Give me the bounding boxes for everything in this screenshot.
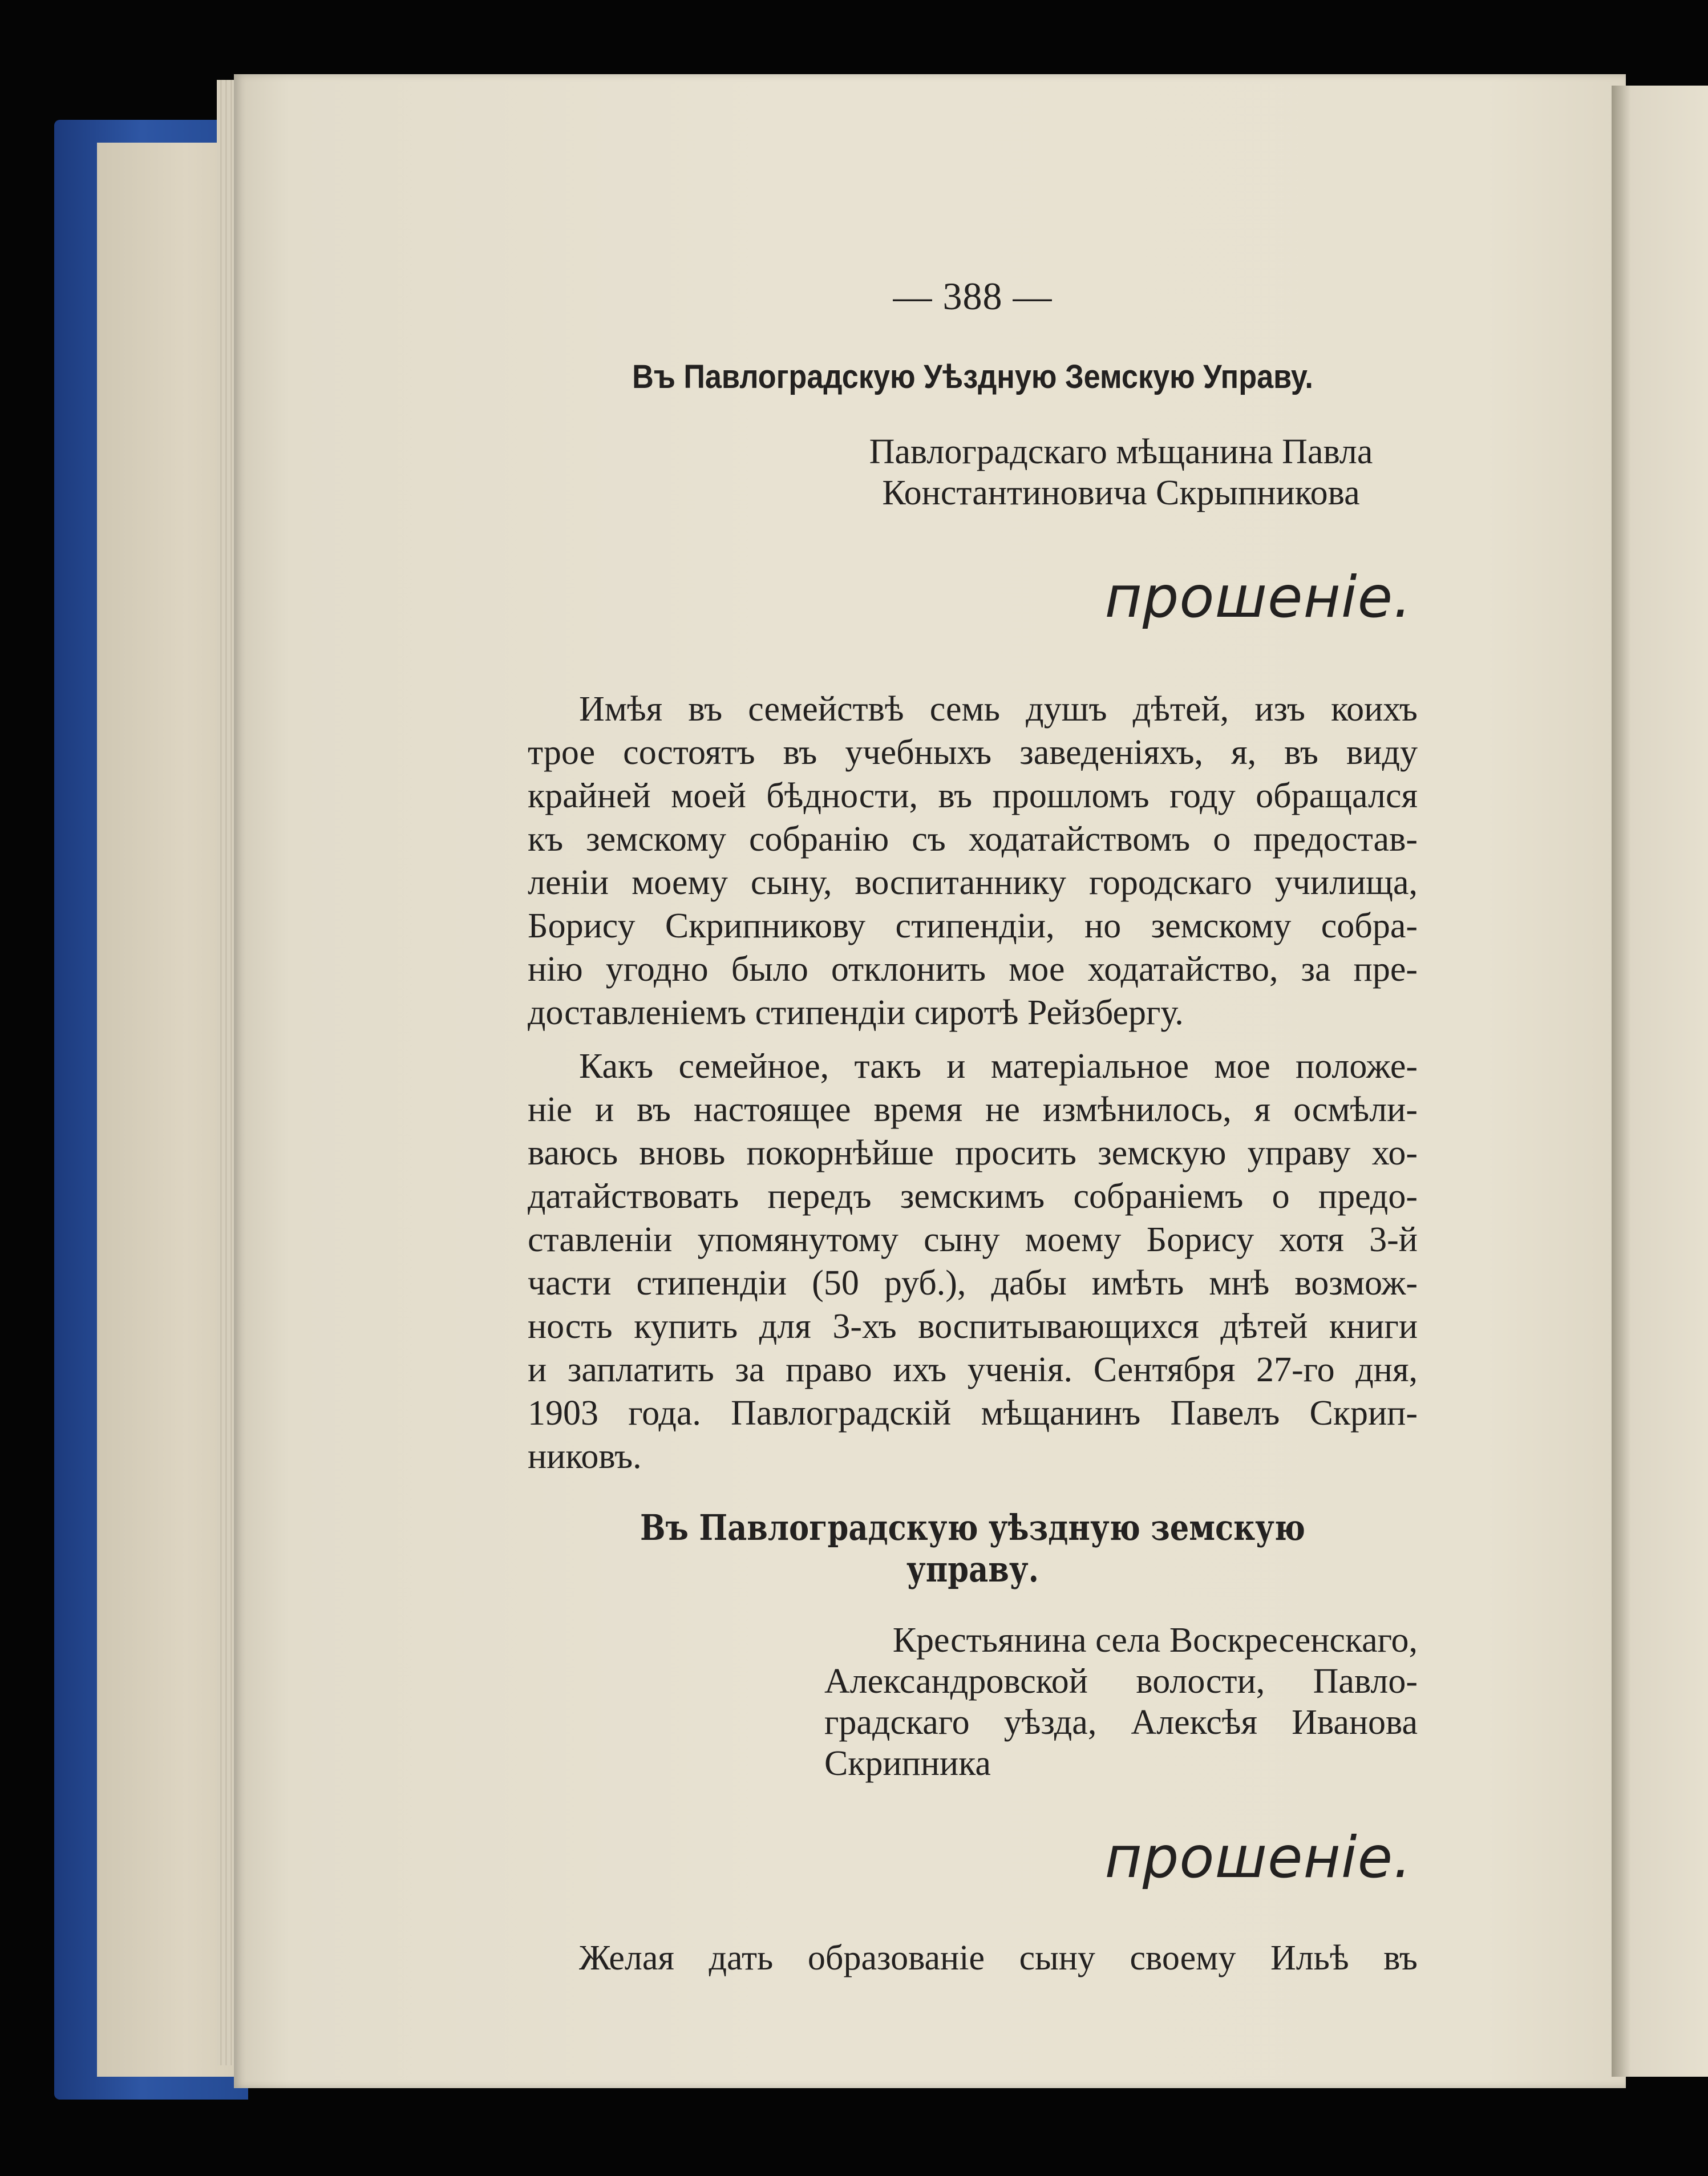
- page-content: [528, 274, 1418, 1980]
- text-line: 1903 года. Павлоградскiй мѣщанинъ Павелъ Скрип-: [528, 1394, 1418, 1433]
- section2-paragraph-1: [528, 1936, 1418, 1980]
- page-number: — 388 —: [893, 274, 1053, 318]
- text-line: нiю угодно было отклонить мое ходатайство, за пре-: [528, 950, 1418, 989]
- text-line: Какъ семейное, такъ и матерiальное мое положе-: [579, 1047, 1418, 1086]
- text-line: трое состоятъ въ учебныхъ заведенiяхъ, я, въ виду: [528, 733, 1418, 772]
- text-line: части стипендiи (50 руб.), дабы имѣть мнѣ возмож-: [528, 1264, 1418, 1303]
- text-line: Имѣя въ семействѣ семь душъ дѣтей, изъ коихъ: [579, 690, 1418, 729]
- section2-petition-title: прошенiе.: [1104, 1824, 1412, 1891]
- addressee-line: Крестьянина села Воскресенскаго,: [892, 1621, 1418, 1660]
- text-line: никовъ.: [528, 1437, 642, 1476]
- section2-addressee: [824, 1620, 1418, 1784]
- text-line: Борису Скрипникову стипендiи, но земскому собра-: [528, 907, 1418, 945]
- section1-paragraph-2: [528, 1045, 1418, 1478]
- text-line: датайствовать передъ земскимъ собранiемъ о предо-: [528, 1177, 1418, 1216]
- text-line: доставленiемъ стипендiи сиротѣ Рейзбергу.: [528, 993, 1184, 1032]
- text-line: ленiи моему сыну, воспитаннику городскаго училища,: [528, 863, 1418, 902]
- addressee-line: градскаго уѣзда, Алексѣя Иванова: [824, 1703, 1418, 1742]
- section1-petition-title: прошенiе.: [1104, 564, 1412, 630]
- text-line: къ земскому собранiю съ ходатайствомъ о предостав-: [528, 820, 1418, 859]
- addressee-line: Александровской волости, Павло-: [824, 1662, 1418, 1701]
- facing-page-edge: [1612, 86, 1708, 2077]
- section1-addressee: [824, 431, 1418, 513]
- section1-paragraph-1: [528, 687, 1418, 1034]
- addressee-line: Скрипника: [824, 1744, 991, 1783]
- text-line: Желая дать образованiе сыну своему Ильѣ въ: [579, 1939, 1418, 1977]
- text-line: ваюсь вновь покорнѣйше просить земскую управу хо-: [528, 1134, 1418, 1172]
- text-line: крайней моей бѣдности, въ прошломъ году обращался: [528, 776, 1418, 815]
- text-line: ставленiи упомянутому сыну моему Борису хотя 3-й: [528, 1220, 1418, 1259]
- section1-heading: Въ Павлоградскую Уѣздную Земскую Управу.: [632, 358, 1313, 395]
- text-line: нiе и въ настоящее время не измѣнилось, я осмѣли-: [528, 1090, 1418, 1129]
- addressee-line: Павлоградскаго мѣщанина Павла: [869, 432, 1373, 471]
- text-line: ность купить для 3-хъ воспитывающихся дѣтей книги: [528, 1307, 1418, 1346]
- addressee-line: Константиновича Скрыпникова: [882, 474, 1360, 512]
- section2-heading: Въ Павлоградскую уѣздную земскую управу.: [640, 1507, 1305, 1590]
- text-line: и заплатить за право ихъ ученiя. Сентября 27-го дня,: [528, 1350, 1418, 1389]
